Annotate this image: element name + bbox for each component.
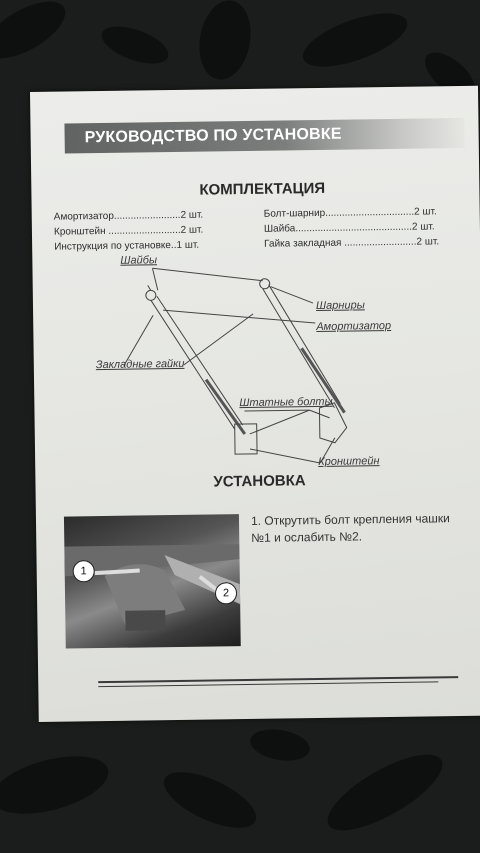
label-washers: Шайбы [120,254,158,267]
label-shock: Амортизатор [316,319,392,334]
label-hinges: Шарниры [315,299,365,313]
kit-item-shock: Амортизатор........................2 шт. [53,209,204,223]
kit-item-nut: Гайка закладная ..........................2 шт. [264,236,440,250]
kit-item-hinge-bolt: Болт-шарнир................................2 шт. [263,206,437,220]
label-bracket: Кронштейн [318,455,380,469]
photo-marker-2: 2 [215,582,237,604]
instruction-sheet [30,86,480,722]
kit-heading: КОМПЛЕКТАЦИЯ [199,179,326,199]
kit-item-washer: Шайба..........................................2 шт. [263,221,435,235]
install-heading: УСТАНОВКА [213,472,306,491]
banner-title: РУКОВОДСТВО ПО УСТАНОВКЕ [84,125,342,147]
label-bolts: Штатные болты [239,395,333,410]
install-step-1: 1. Открутить болт крепления чашки №1 и ослабить №2. [250,511,450,545]
kit-item-manual: Инструкция по установке..1 шт. [54,239,200,253]
engine-bay-photo [64,514,241,648]
kit-item-bracket: Кронштейн ..........................2 шт. [53,224,204,238]
label-nuts: Закладные гайки [95,357,185,372]
photo-marker-1: 1 [73,560,95,582]
